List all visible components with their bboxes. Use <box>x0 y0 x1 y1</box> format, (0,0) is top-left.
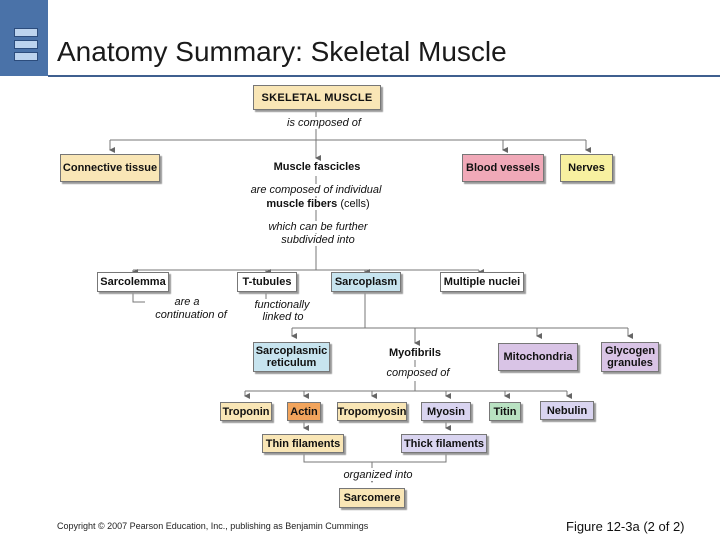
label-cells: (cells) <box>337 198 370 210</box>
label-subdivided: subdivided into <box>268 234 368 246</box>
box-glycogen-granules <box>601 342 659 372</box>
label-organized-into: organized into <box>332 469 424 481</box>
box-titin: Titin <box>489 402 521 421</box>
box-thin-filaments: Thin filaments <box>262 434 344 453</box>
label-muscle-fibers: muscle fibers <box>266 198 338 210</box>
box-sarcoplasm: Sarcoplasm <box>331 272 401 292</box>
box-muscle-fascicles: Muscle fascicles <box>262 161 372 173</box>
box-skeletal-muscle: SKELETAL MUSCLE <box>253 85 381 110</box>
box-blood-vessels: Blood vessels <box>462 154 544 182</box>
box-sarcolemma: Sarcolemma <box>97 272 169 292</box>
box-t-tubules: T-tubules <box>237 272 297 292</box>
box-multiple-nuclei: Multiple nuclei <box>440 272 524 292</box>
box-actin: Actin <box>287 402 321 421</box>
box-nebulin: Nebulin <box>540 401 594 420</box>
label-continuation-of: continuation of <box>144 309 238 321</box>
glycogen-line-2: granules <box>607 357 653 369</box>
label-which-can-be: which can be further <box>253 221 383 233</box>
glycogen-line-1: Glycogen <box>604 345 656 357</box>
box-myofibrils: Myofibrils <box>380 347 450 359</box>
label-composed-of: composed of <box>376 367 460 379</box>
box-sarcoplasmic-reticulum <box>253 342 330 372</box>
box-nerves: Nerves <box>560 154 613 182</box>
box-sarcomere: Sarcomere <box>339 488 405 508</box>
label-linked-to: linked to <box>252 311 314 323</box>
box-thick-filaments: Thick filaments <box>401 434 487 453</box>
label-are-composed-of: are composed of individual <box>232 184 400 196</box>
figure-caption: Figure 12-3a (2 of 2) <box>566 519 685 534</box>
copyright-text: Copyright © 2007 Pearson Education, Inc., publishing as Benjamin Cummings <box>57 521 369 531</box>
box-myosin: Myosin <box>421 402 471 421</box>
box-troponin: Troponin <box>220 402 272 421</box>
box-tropomyosin: Tropomyosin <box>337 402 407 421</box>
label-are-a: are a <box>166 296 208 308</box>
label-is-composed-of: is composed of <box>271 117 377 129</box>
label-functionally: functionally <box>246 299 318 311</box>
box-mitochondria: Mitochondria <box>498 343 578 371</box>
sr-line-2: reticulum <box>266 357 317 369</box>
sr-line-1: Sarcoplasmic <box>255 345 328 357</box>
page-title: Anatomy Summary: Skeletal Muscle <box>57 36 507 67</box>
label-muscle-fibers-line <box>253 198 383 210</box>
box-connective-tissue: Connective tissue <box>60 154 160 182</box>
